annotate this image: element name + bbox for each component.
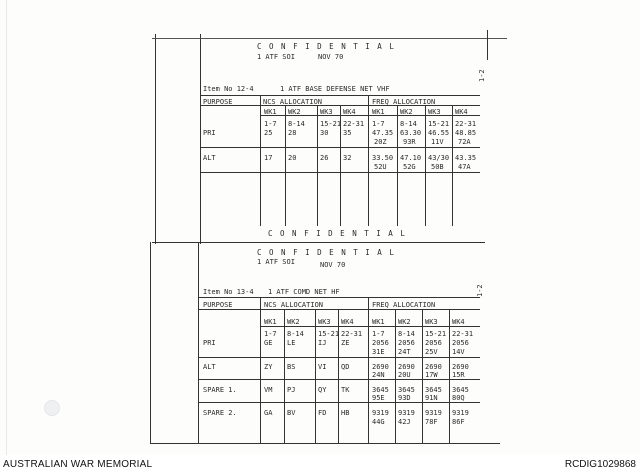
- card2-cell: IJ: [318, 339, 327, 347]
- footer-credit: AUSTRALIAN WAR MEMORIAL: [3, 459, 153, 470]
- card1-week-4: WK4: [343, 108, 356, 116]
- card1-freq-header: FREQ ALLOCATION: [372, 98, 436, 106]
- card1-col-rule: [317, 106, 318, 226]
- card1-cell: 47.10: [400, 154, 422, 162]
- footer-id: RCDIG1029868: [564, 459, 636, 470]
- card2-net-title: 1 ATF COMD NET HF: [268, 288, 340, 296]
- card1-cell: 52U: [374, 163, 387, 171]
- card2-col-rule: [395, 310, 396, 443]
- card1-week-3: WK3: [320, 108, 333, 116]
- card1-week-1: WK1: [264, 108, 277, 116]
- card1-cell: 52G: [403, 163, 416, 171]
- card2-cell: 9319: [425, 409, 442, 417]
- card2-week-3: WK3: [318, 318, 331, 326]
- card2-rule: [198, 309, 480, 310]
- card1-freq-range-3: 15-21: [428, 120, 450, 128]
- card2-purpose-header: PURPOSE: [203, 301, 233, 309]
- card1-freq-range-2: 8-14: [400, 120, 417, 128]
- card2-cell: FD: [318, 409, 327, 417]
- card2-cell: 9319: [452, 409, 469, 417]
- card2-col-rule: [284, 310, 285, 443]
- card1-row-label: ALT: [203, 154, 216, 162]
- card1-cell: 25: [264, 129, 273, 137]
- card2-cell: 2690: [372, 363, 389, 371]
- card2-cell: 24T: [398, 348, 411, 356]
- card2-cell: TK: [341, 386, 350, 394]
- card1-col-rule: [425, 106, 426, 226]
- card1-col-rule: [285, 106, 286, 226]
- card2-cell: 2690: [452, 363, 469, 371]
- card2-cell: 44G: [372, 418, 385, 426]
- card2-page-marker: 1-2: [476, 284, 484, 297]
- card2-freq-header: FREQ ALLOCATION: [372, 301, 436, 309]
- card2-rule: [198, 402, 480, 403]
- card1-ncs-header: NCS ALLOCATION: [263, 98, 323, 106]
- card2-cell: 25V: [425, 348, 438, 356]
- card1-cell: 43/30: [428, 154, 450, 162]
- card2-cell: 31E: [372, 348, 385, 356]
- card1-cell: 48.85: [455, 129, 477, 137]
- card2-cell: QY: [318, 386, 327, 394]
- card2-cell: 2056: [372, 339, 389, 347]
- card2-range-2: 8-14: [287, 330, 304, 338]
- card1-freq-week-4: WK4: [455, 108, 468, 116]
- card2-cell: 2690: [425, 363, 442, 371]
- card2-week-1: WK1: [264, 318, 277, 326]
- card2-row-label: PRI: [203, 339, 216, 347]
- card2-top-rule: [152, 242, 485, 243]
- card2-cell: 93D: [398, 394, 411, 402]
- card1-freq-week-2: WK2: [400, 108, 413, 116]
- card2-freq-week-4: WK4: [452, 318, 465, 326]
- card1-corner-line: [487, 30, 488, 60]
- card2-cell: 91N: [425, 394, 438, 402]
- card2-cell: QD: [341, 363, 350, 371]
- punch-hole: [44, 400, 60, 416]
- card1-col-rule: [452, 106, 453, 226]
- card2-cell: BS: [287, 363, 296, 371]
- card2-range-3: 15-21: [318, 330, 340, 338]
- card2-week-2: WK2: [287, 318, 300, 326]
- card2-unit: 1 ATF SOI: [257, 258, 295, 266]
- card1-range-2: 8-14: [288, 120, 305, 128]
- card2-left-border: [150, 242, 151, 444]
- card2-cell: 42J: [398, 418, 411, 426]
- card1-item-number: Item No 12-4: [203, 85, 254, 93]
- card2-row-label: SPARE 1.: [203, 386, 237, 394]
- card1-rule: [200, 95, 480, 96]
- card1-cell: 35: [343, 129, 352, 137]
- card2-cell: ZE: [341, 339, 350, 347]
- card1-freq-range-1: 1-7: [372, 120, 385, 128]
- card2-cell: ZY: [264, 363, 273, 371]
- card2-cell: LE: [287, 339, 296, 347]
- card2-rule: [198, 297, 480, 298]
- card1-freq-week-3: WK3: [428, 108, 441, 116]
- card2-cell: 17W: [425, 371, 438, 379]
- page-edge: [6, 0, 7, 455]
- card2-cell: 95E: [372, 394, 385, 402]
- card1-unit: 1 ATF SOI: [257, 53, 295, 61]
- card1-cell: 20Z: [374, 138, 387, 146]
- card1-cell: 43.35: [455, 154, 477, 162]
- card1-col-rule: [260, 96, 261, 226]
- card1-margin-line: [200, 34, 201, 244]
- card1-cell: 46.55: [428, 129, 450, 137]
- card1-col-rule: [368, 96, 369, 226]
- card1-cell: 63.30: [400, 129, 422, 137]
- card2-cell: 2690: [398, 363, 415, 371]
- card2-cell: GA: [264, 409, 273, 417]
- card1-cell: 50B: [431, 163, 444, 171]
- card2-row-label: SPARE 2.: [203, 409, 237, 417]
- card2-cell: 9319: [398, 409, 415, 417]
- card2-cell: 3645: [452, 386, 469, 394]
- card2-ncs-header: NCS ALLOCATION: [264, 301, 324, 309]
- card1-cell: 47A: [458, 163, 471, 171]
- card2-cell: 2056: [452, 339, 469, 347]
- card2-item-number: Item No 13-4: [203, 288, 254, 296]
- card2-col-rule: [315, 310, 316, 443]
- card2-freq-week-3: WK3: [425, 318, 438, 326]
- card1-cell: 30: [320, 129, 329, 137]
- card2-freq-range-4: 22-31: [452, 330, 474, 338]
- card2-cell: VM: [264, 386, 273, 394]
- card2-cell: 80Q: [452, 394, 465, 402]
- card2-cell: 86F: [452, 418, 465, 426]
- card2-freq-range-2: 8-14: [398, 330, 415, 338]
- card2-row-label: ALT: [203, 363, 216, 371]
- card1-date: NOV 70: [318, 53, 344, 61]
- card2-col-rule: [422, 310, 423, 443]
- card2-cell: 24N: [372, 371, 385, 379]
- card1-purpose-header: PURPOSE: [203, 98, 233, 106]
- card1-col-rule: [397, 106, 398, 226]
- card1-classification: C O N F I D E N T I A L: [257, 42, 396, 51]
- card1-cell: 26: [320, 154, 329, 162]
- card2-cell: 2056: [425, 339, 442, 347]
- card2-cell: VI: [318, 363, 327, 371]
- card2-cell: 3645: [425, 386, 442, 394]
- card2-cell: HB: [341, 409, 350, 417]
- card1-cell: 20: [288, 154, 297, 162]
- card1-range-3: 15-21: [320, 120, 342, 128]
- card2-cell: 3645: [398, 386, 415, 394]
- card1-week-2: WK2: [288, 108, 301, 116]
- card1-cell: 32: [343, 154, 352, 162]
- card1-cell: 28: [288, 129, 297, 137]
- card2-date: NOV 70: [320, 261, 346, 269]
- card2-cell: BV: [287, 409, 296, 417]
- card1-cell: 72A: [458, 138, 471, 146]
- card1-page-marker: 1-2: [478, 69, 486, 82]
- card2-freq-week-1: WK1: [372, 318, 385, 326]
- card2-cell: 78F: [425, 418, 438, 426]
- card2-cell: 20U: [398, 371, 411, 379]
- card2-freq-week-2: WK2: [398, 318, 411, 326]
- card2-cell: 15R: [452, 371, 465, 379]
- card1-top-rule: [152, 38, 507, 39]
- card1-cell: 17: [264, 154, 273, 162]
- card2-freq-range-3: 15-21: [425, 330, 447, 338]
- card1-bottom-classification: C O N F I D E N T I A L: [268, 229, 407, 238]
- card1-freq-range-4: 22-31: [455, 120, 477, 128]
- card2-cell: 2056: [398, 339, 415, 347]
- card2-cell: 9319: [372, 409, 389, 417]
- card2-margin-line: [198, 242, 199, 444]
- card2-cell: PJ: [287, 386, 296, 394]
- card2-freq-range-1: 1-7: [372, 330, 385, 338]
- card2-rule: [260, 326, 480, 327]
- card2-cell: 14V: [452, 348, 465, 356]
- card1-freq-week-1: WK1: [372, 108, 385, 116]
- card1-cell: 47.35: [372, 129, 394, 137]
- card1-cell: 33.50: [372, 154, 394, 162]
- card1-cell: 11V: [431, 138, 444, 146]
- card2-col-rule: [260, 298, 261, 443]
- card2-range-4: 22-31: [341, 330, 363, 338]
- card1-cell: 93R: [403, 138, 416, 146]
- card1-range-1: 1-7: [264, 120, 277, 128]
- card1-row-label: PRI: [203, 129, 216, 137]
- card2-col-rule: [449, 310, 450, 443]
- card2-bottom-rule: [150, 443, 500, 444]
- card2-rule: [198, 357, 480, 358]
- card2-range-1: 1-7: [264, 330, 277, 338]
- card2-cell: 3645: [372, 386, 389, 394]
- card1-range-4: 22-31: [343, 120, 365, 128]
- card2-cell: GE: [264, 339, 273, 347]
- card2-rule: [198, 379, 480, 380]
- card1-left-border: [155, 34, 156, 244]
- card1-net-title: 1 ATF BASE DEFENSE NET VHF: [280, 85, 390, 93]
- card2-week-4: WK4: [341, 318, 354, 326]
- card2-col-rule: [368, 298, 369, 443]
- card2-classification: C O N F I D E N T I A L: [257, 248, 396, 257]
